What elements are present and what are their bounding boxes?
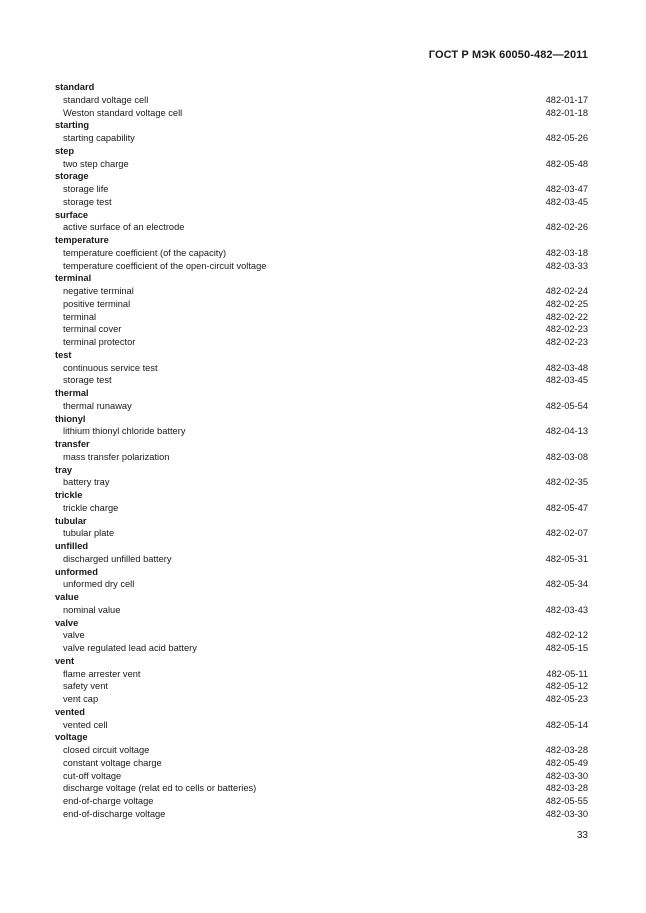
entry-term: storage life: [63, 184, 109, 194]
index-entry: [54, 476, 590, 489]
entry-term: standard voltage cell: [63, 94, 149, 105]
entry-code: 482-02-07: [545, 528, 588, 539]
entry-term: terminal protector: [63, 337, 136, 347]
document-header: ГОСТ Р МЭК 60050-482—2011: [428, 49, 588, 61]
index-heading: step: [55, 145, 75, 156]
entry-term: flame arrester vent: [63, 668, 141, 679]
entry-term: temperature coefficient (of the capacity): [63, 247, 227, 258]
entry-code: 482-05-31: [545, 553, 588, 564]
index-heading: standard: [55, 82, 95, 92]
term-index: [54, 81, 590, 821]
index-entry: [54, 183, 590, 196]
entry-code: 482-05-47: [545, 502, 588, 513]
index-entry: [54, 719, 590, 732]
index-entry: [54, 298, 590, 311]
index-entry: [54, 362, 590, 375]
index-entry: [54, 132, 590, 145]
entry-code: 482-05-26: [545, 133, 588, 143]
index-heading: tray: [55, 464, 73, 475]
index-entry: [54, 323, 590, 336]
entry-code: 482-02-25: [545, 298, 588, 309]
entry-code: 482-03-48: [545, 362, 588, 373]
entry-term: cut-off voltage: [63, 770, 122, 781]
index-entry: [54, 553, 590, 566]
entry-code: 482-03-28: [545, 745, 588, 755]
entry-code: 482-03-47: [545, 184, 588, 194]
entry-term: safety vent: [63, 681, 108, 692]
entry-term: terminal: [63, 311, 97, 322]
entry-code: 482-05-11: [546, 668, 588, 679]
entry-code: 482-05-34: [545, 579, 588, 590]
entry-code: 482-05-12: [545, 681, 588, 692]
page-number: 33: [576, 830, 588, 841]
index-entry: [54, 221, 590, 234]
index-heading: storage: [55, 171, 89, 182]
entry-code: 482-03-43: [545, 604, 588, 615]
entry-term: valve: [63, 630, 85, 641]
entry-code: 482-02-26: [545, 222, 588, 233]
entry-term: starting capability: [63, 133, 135, 143]
entry-code: 482-03-18: [545, 247, 588, 258]
entry-term: discharged unfilled battery: [63, 553, 172, 564]
entry-term: storage test: [63, 196, 112, 207]
index-heading: temperature: [55, 235, 109, 245]
entry-term: temperature coefficient of the open-circuit voltage: [63, 260, 267, 271]
entry-code: 482-02-23: [545, 324, 588, 335]
entry-term: terminal cover: [63, 324, 122, 335]
entry-term: two step charge: [63, 158, 129, 169]
index-heading: starting: [55, 120, 90, 131]
entry-code: 482-05-14: [545, 719, 588, 730]
index-entry: [54, 285, 590, 298]
index-heading: valve: [55, 617, 79, 628]
index-entry: [54, 260, 590, 273]
entry-term: lithium thionyl chloride battery: [63, 426, 186, 437]
index-entry: [54, 604, 590, 617]
entry-code: 482-03-30: [545, 808, 588, 819]
entry-term: vent cap: [63, 694, 99, 704]
index-entry: [54, 247, 590, 260]
entry-code: 482-02-22: [545, 311, 588, 322]
entry-term: thermal runaway: [63, 400, 132, 411]
entry-code: 482-03-30: [545, 770, 588, 781]
index-entry: [54, 107, 590, 120]
entry-code: 482-03-33: [545, 260, 588, 271]
entry-term: constant voltage charge: [63, 757, 162, 768]
entry-code: 482-02-35: [545, 477, 588, 488]
entry-term: negative terminal: [63, 286, 134, 296]
index-entry: [54, 527, 590, 540]
entry-term: battery tray: [63, 477, 110, 488]
entry-code: 482-04-13: [545, 426, 588, 437]
entry-code: 482-03-28: [545, 783, 588, 794]
index-entry: [54, 94, 590, 107]
entry-code: 482-05-15: [545, 643, 588, 653]
index-heading: value: [55, 592, 79, 602]
index-entry: [54, 196, 590, 209]
index-entry: [54, 158, 590, 171]
index-entry: [54, 744, 590, 757]
entry-term: end-of-discharge voltage: [63, 808, 166, 819]
index-heading: terminal: [55, 273, 92, 284]
entry-code: 482-05-54: [545, 400, 588, 411]
index-entry: [54, 770, 590, 783]
index-heading: unformed: [55, 566, 98, 577]
entry-term: trickle charge: [63, 502, 119, 513]
entry-term: nominal value: [63, 604, 121, 615]
entry-term: positive terminal: [63, 298, 131, 309]
index-entry: [54, 795, 590, 808]
index-entry: [54, 400, 590, 413]
entry-term: continuous service test: [63, 362, 158, 373]
index-heading: thermal: [55, 388, 89, 398]
entry-term: discharge voltage (relat ed to cells or batteries): [63, 783, 257, 794]
entry-code: 482-03-08: [545, 451, 588, 462]
index-entry: [54, 451, 590, 464]
entry-code: 482-02-12: [545, 630, 588, 641]
entry-term: storage test: [63, 375, 112, 386]
entry-code: 482-02-23: [545, 337, 588, 347]
entry-code: 482-05-55: [545, 796, 588, 806]
index-heading: test: [55, 349, 72, 360]
index-entry: [54, 757, 590, 770]
index-entry: [54, 668, 590, 681]
index-entry: [54, 336, 590, 349]
entry-code: 482-03-45: [545, 375, 588, 386]
entry-code: 482-01-18: [545, 107, 588, 118]
entry-code: 482-05-48: [545, 158, 588, 169]
entry-term: vented cell: [63, 719, 108, 730]
index-entry: [54, 642, 590, 655]
entry-term: Weston standard voltage cell: [63, 107, 183, 118]
index-heading: vented: [55, 706, 85, 717]
entry-term: mass transfer polarization: [63, 451, 170, 462]
index-heading: tubular: [55, 515, 87, 526]
entry-term: unformed dry cell: [63, 579, 135, 590]
index-entry: [54, 374, 590, 387]
index-heading: surface: [55, 209, 89, 220]
entry-code: 482-02-24: [545, 286, 588, 296]
index-heading: vent: [55, 655, 75, 666]
entry-term: active surface of an electrode: [63, 222, 185, 233]
index-entry: [54, 680, 590, 693]
index-entry: [54, 629, 590, 642]
index-heading: unfilled: [55, 541, 89, 551]
index-entry: [54, 693, 590, 706]
index-entry: [54, 311, 590, 324]
index-entry: [54, 578, 590, 591]
entry-term: tubular plate: [63, 528, 115, 539]
index-heading: thionyl: [55, 413, 86, 424]
entry-code: 482-01-17: [545, 94, 588, 105]
index-heading: transfer: [55, 439, 90, 449]
index-entry: [54, 808, 590, 821]
entry-term: end-of-charge voltage: [63, 796, 154, 806]
index-entry: [54, 425, 590, 438]
entry-term: valve regulated lead acid battery: [63, 643, 197, 653]
entry-term: closed circuit voltage: [63, 745, 150, 755]
entry-code: 482-03-45: [545, 196, 588, 207]
entry-code: 482-05-49: [545, 757, 588, 768]
index-entry: [54, 502, 590, 515]
entry-code: 482-05-23: [545, 694, 588, 704]
index-heading: voltage: [55, 732, 88, 743]
index-entry: [54, 782, 590, 795]
index-heading: trickle: [55, 490, 83, 500]
